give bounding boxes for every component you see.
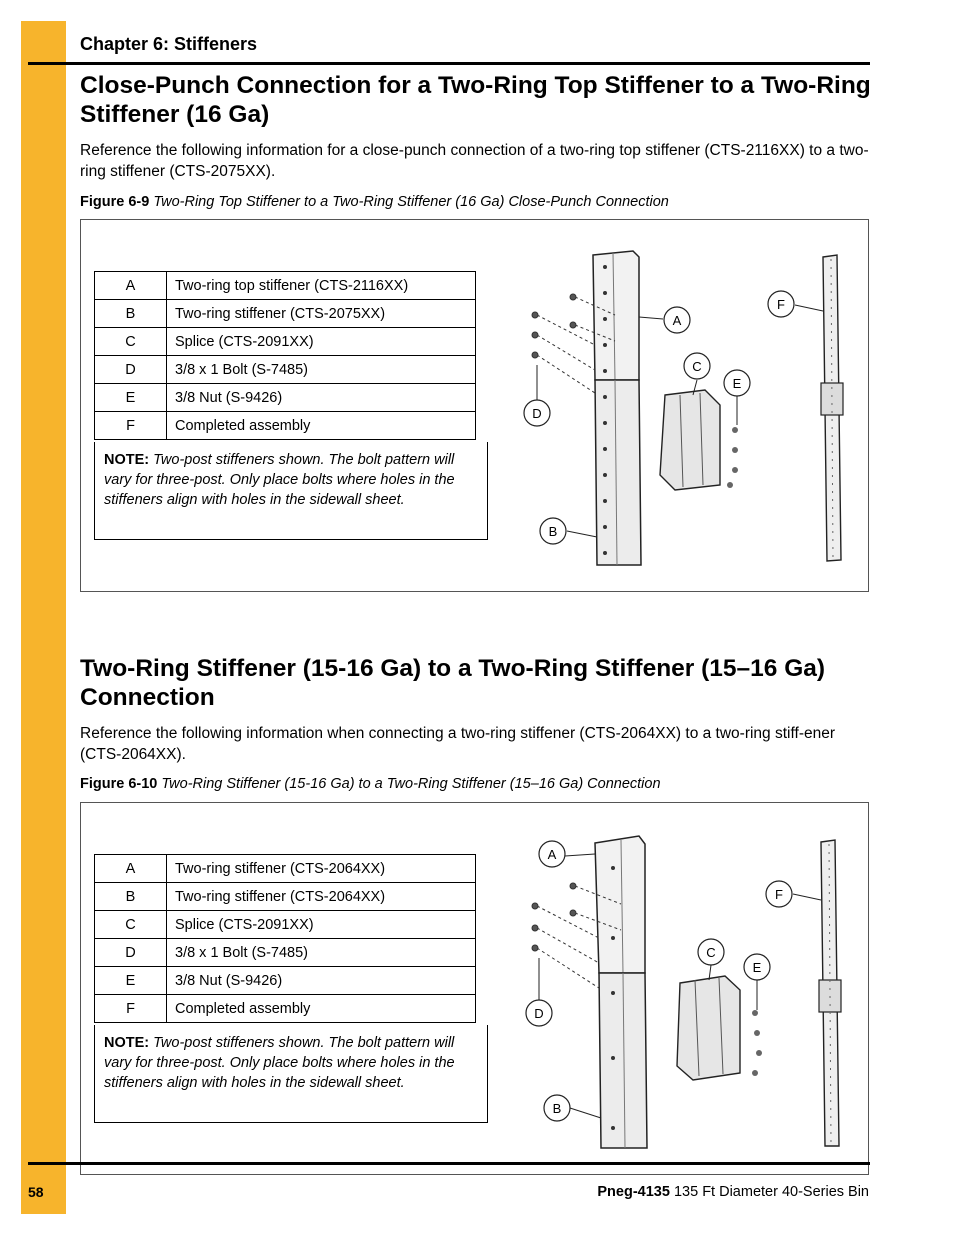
figure-label: Figure 6-10 [80, 776, 158, 792]
callout-f-icon [766, 881, 821, 907]
callout-a-label: A [672, 313, 682, 328]
splice-c-icon [677, 976, 740, 1080]
figure-6-9-diagram [515, 245, 865, 575]
chapter-sidebar-tab [21, 21, 66, 1214]
figure-label: Figure 6-9 [80, 194, 150, 210]
nuts-e-icon [727, 427, 738, 488]
callout-a-icon [639, 307, 690, 333]
stiffener-a-icon [593, 251, 639, 380]
header-rule [28, 62, 870, 65]
callout-e-label: E [752, 960, 762, 975]
figure-6-9-legend [94, 271, 476, 440]
stiffener-b-icon [595, 380, 641, 565]
nuts-e-icon [752, 1010, 762, 1076]
figure-6-9-caption [80, 194, 669, 210]
callout-b-icon [544, 1095, 601, 1121]
table-row: C Splice (CTS-2091XX) [95, 328, 476, 356]
figure-6-10-caption [80, 776, 661, 792]
callout-c-label: C [692, 359, 702, 374]
section1-title: Close-Punch Connection for a Two-Ring Top Stiffener to a Two-Ring Stiffener (16 Ga) [80, 72, 871, 128]
table-row: A Two-ring top stiffener (CTS-2116XX) [95, 272, 476, 300]
doc-title: 135 Ft Diameter 40-Series Bin [673, 1184, 869, 1200]
table-row: B Two-ring stiffener (CTS-2075XX) [95, 300, 476, 328]
page-number: 58 [28, 1184, 44, 1200]
callout-a-label: A [547, 847, 557, 862]
completed-assembly-f-icon [821, 255, 843, 561]
figure-6-10-note [94, 1025, 488, 1123]
callout-d-icon [524, 365, 550, 426]
table-row: E 3/8 Nut (S-9426) [95, 967, 476, 995]
splice-c-icon [660, 390, 720, 490]
callout-d-label: D [534, 1006, 544, 1021]
callout-b-icon [540, 518, 597, 544]
callout-e-icon [744, 954, 770, 1010]
note-label: NOTE: [104, 452, 150, 468]
callout-b-label: B [552, 1101, 562, 1116]
completed-assembly-f-icon [819, 840, 841, 1146]
figure-title: Two-Ring Stiffener (15-16 Ga) to a Two-Ring Stiffener (15–16 Ga) Connection [161, 776, 661, 792]
doc-id: Pneg-4135 [597, 1184, 670, 1200]
callout-f-label: F [775, 887, 783, 902]
table-row: E 3/8 Nut (S-9426) [95, 384, 476, 412]
figure-title: Two-Ring Top Stiffener to a Two-Ring Stiffener (16 Ga) Close-Punch Connection [153, 194, 669, 210]
figure-6-10-diagram [515, 828, 865, 1158]
section1-intro: Reference the following information for a close-punch connection of a two-ring top stiffener (CTS-2116XX) to a two-ring stiffener (CTS-2075XX). [80, 142, 869, 180]
callout-e-icon [724, 370, 750, 425]
callout-b-label: B [548, 524, 558, 539]
callout-c-icon [684, 353, 710, 395]
table-row: B Two-ring stiffener (CTS-2064XX) [95, 883, 476, 911]
table-row: A Two-ring stiffener (CTS-2064XX) [95, 855, 476, 883]
figure-6-9-note [94, 442, 488, 540]
section2-title: Two-Ring Stiffener (15-16 Ga) to a Two-Ring Stiffener (15–16 Ga) Connection [80, 655, 826, 711]
footer-rule [28, 1162, 870, 1165]
table-row: C Splice (CTS-2091XX) [95, 911, 476, 939]
callout-f-label: F [777, 297, 785, 312]
note-text: Two-post stiffeners shown. The bolt pattern will vary for three-post. Only place bolts where holes in the stiffeners align with holes in the sidewall sheet. [104, 1035, 455, 1091]
section2-intro: Reference the following information when connecting a two-ring stiffener (CTS-2064XX) to a two-ring stiff-ener (CTS-2064XX). [80, 725, 835, 763]
table-row: D 3/8 x 1 Bolt (S-7485) [95, 939, 476, 967]
callout-c-label: C [706, 945, 716, 960]
callout-d-icon [526, 958, 552, 1026]
note-text: Two-post stiffeners shown. The bolt pattern will vary for three-post. Only place bolts where holes in the stiffeners align with holes in the sidewall sheet. [104, 452, 455, 508]
table-row: D 3/8 x 1 Bolt (S-7485) [95, 356, 476, 384]
table-row: F Completed assembly [95, 995, 476, 1023]
callout-f-icon [768, 291, 823, 317]
note-label: NOTE: [104, 1035, 150, 1051]
callout-a-icon [539, 841, 595, 867]
callout-e-label: E [732, 376, 742, 391]
callout-c-icon [698, 939, 724, 980]
figure-6-10-legend [94, 854, 476, 1023]
chapter-header: Chapter 6: Stiffeners [80, 34, 258, 54]
stiffener-a-icon [595, 836, 645, 973]
stiffener-b-icon [599, 973, 647, 1148]
table-row: F Completed assembly [95, 412, 476, 440]
callout-d-label: D [532, 406, 542, 421]
footer-doc-info [597, 1184, 869, 1200]
